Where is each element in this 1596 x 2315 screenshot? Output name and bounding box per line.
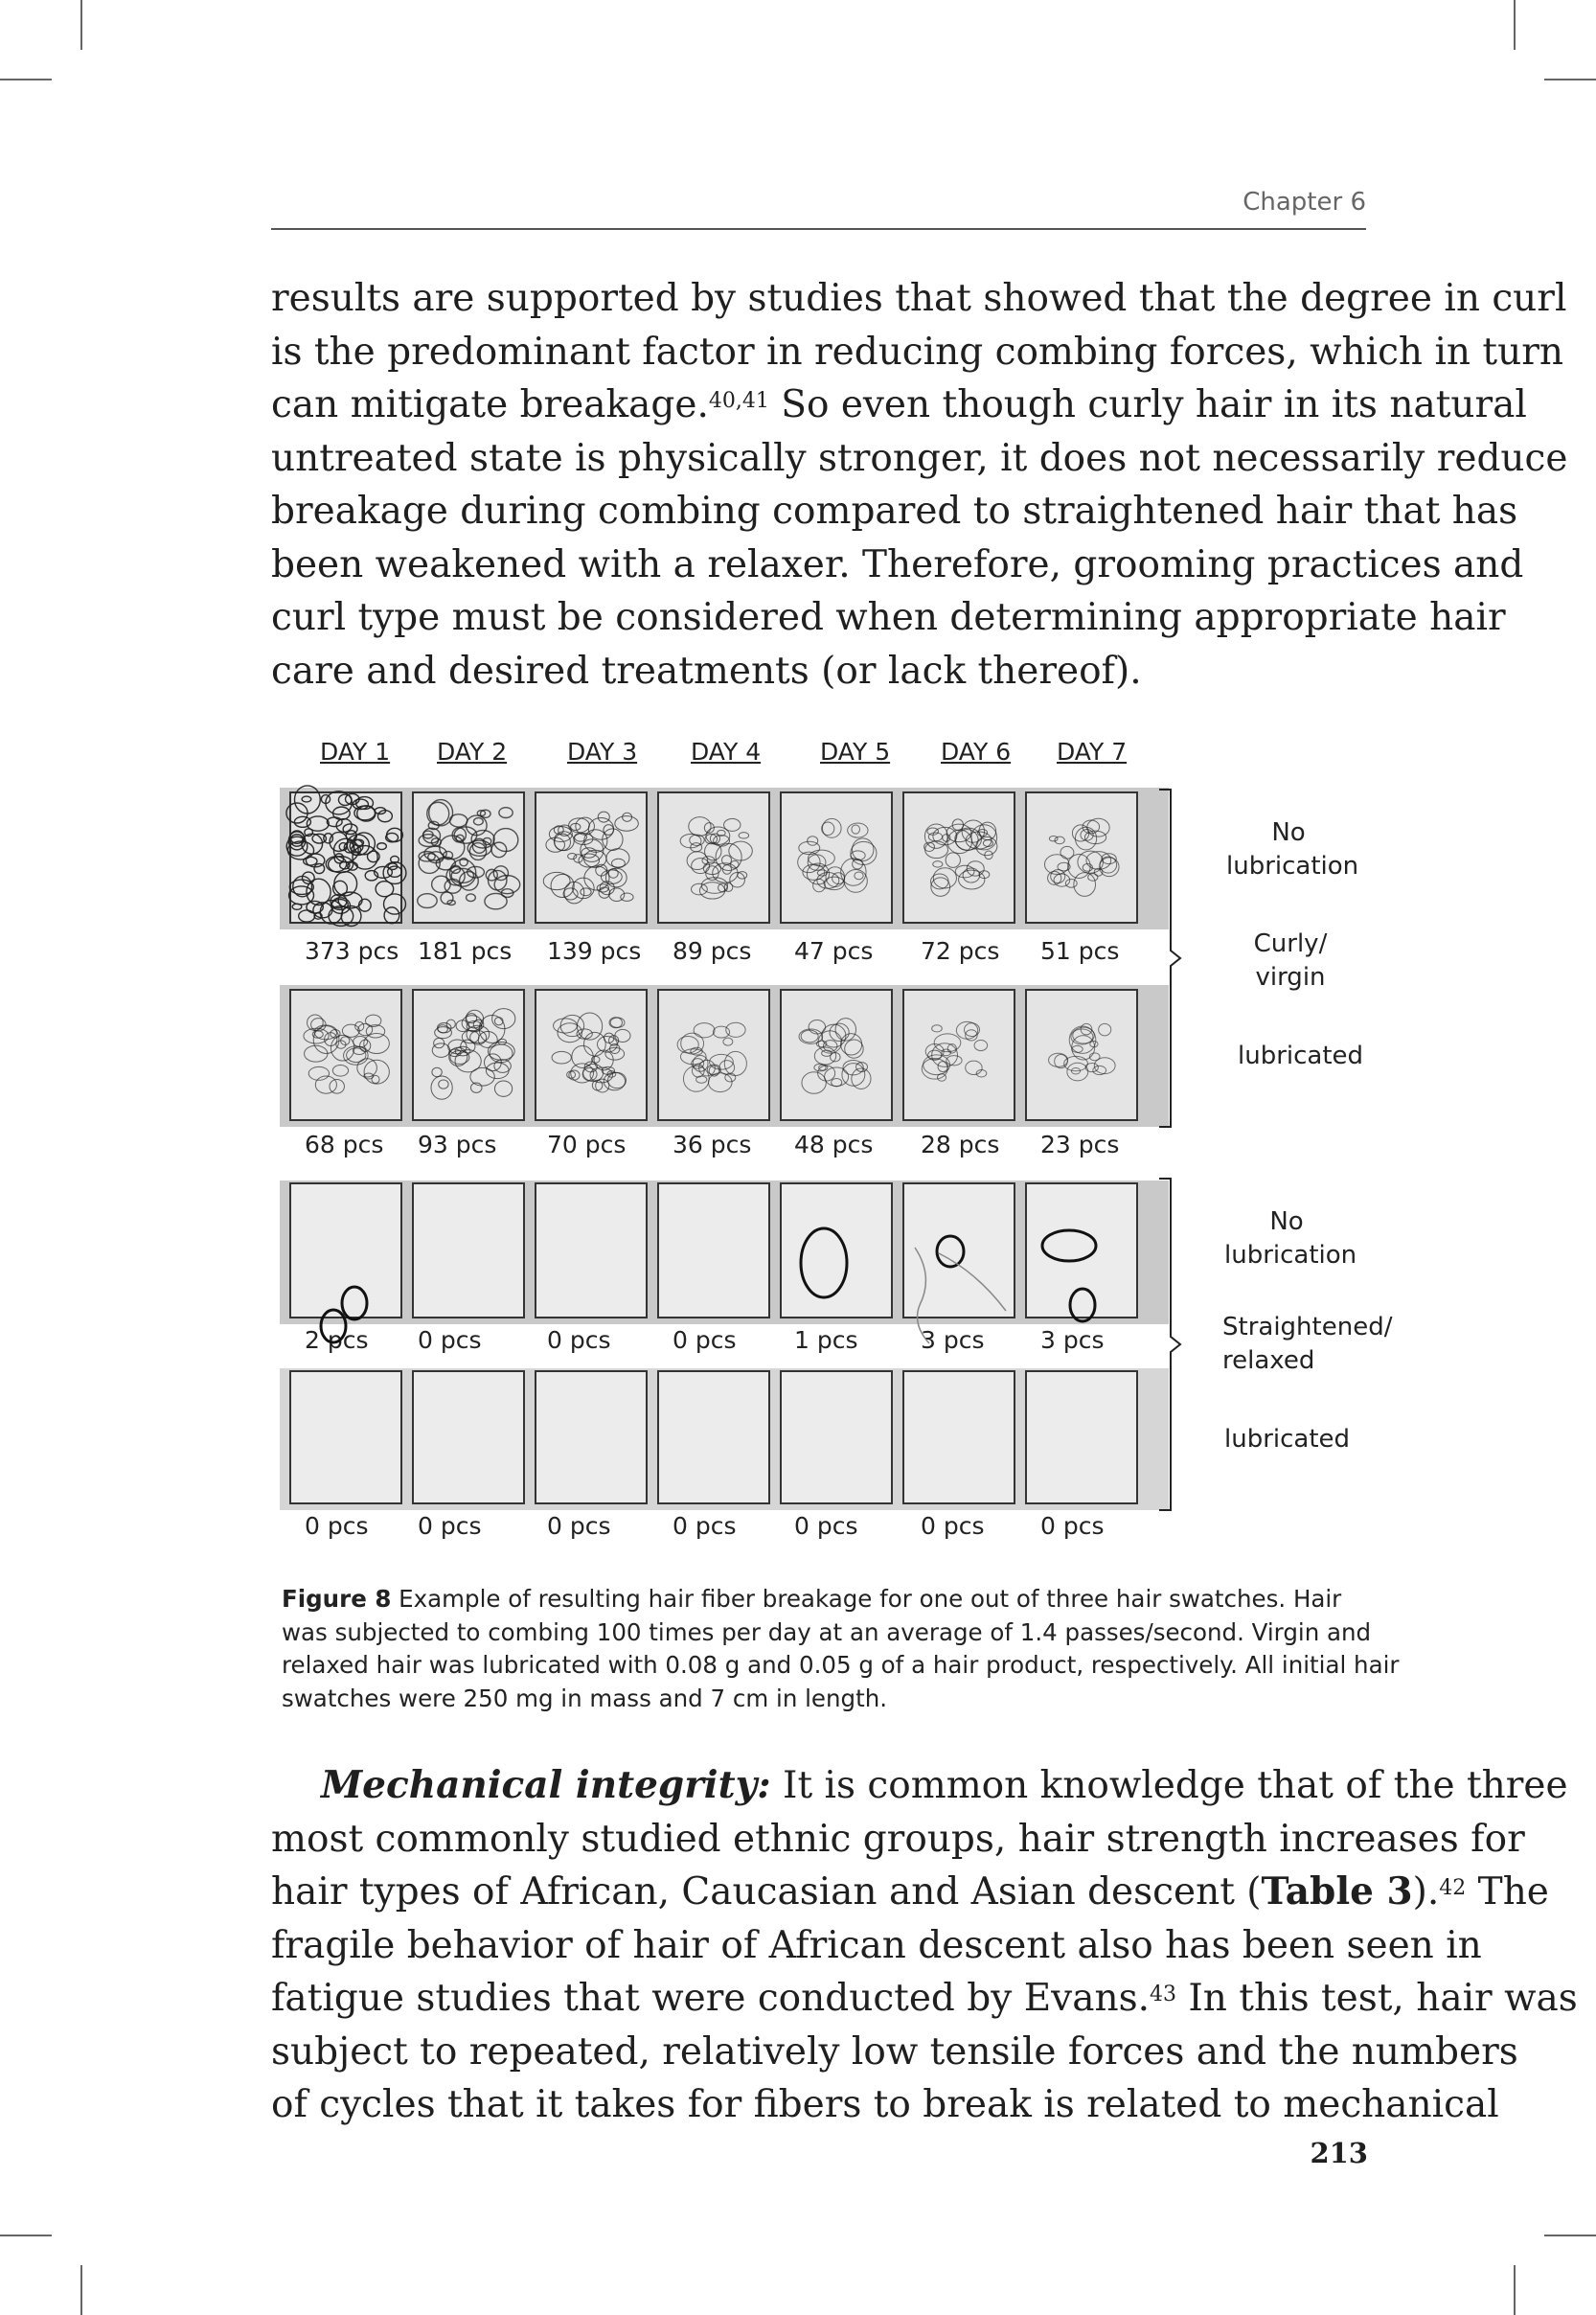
marker-circle — [1042, 1230, 1096, 1261]
breakage-count: 0 pcs — [547, 1326, 611, 1354]
breakage-count: 0 pcs — [673, 1326, 737, 1354]
breakage-count: 0 pcs — [921, 1512, 985, 1540]
hair-fibers — [1044, 818, 1119, 896]
hair-fibers — [418, 800, 520, 909]
breakage-count: 23 pcs — [1040, 1131, 1120, 1158]
day-label: DAY 4 — [691, 738, 762, 766]
group-label: No lubrication — [1226, 818, 1359, 881]
breakage-count: 72 pcs — [921, 937, 1000, 965]
text-line: been weakened with a relaxer. Therefore, grooming practices and — [271, 542, 1524, 586]
breakage-count: 0 pcs — [418, 1326, 482, 1354]
breakage-count: 93 pcs — [418, 1131, 497, 1158]
paragraph-2: Mechanical integrity: It is common knowledge that of the three most commonly studied ethnic groups, hair strength increases for hair types of African, Caucasian and Asian descent (Table 3).$^{42}$ The fragile behavior of hair of African descent also has been seen in fatigue studies that were conducted by Evans.$^{43}$ In this test, hair was subject to repeated, relatively low tensile forces and the numbers of cycles that it takes for fibers to break is related to mechanical — [271, 1763, 1578, 2126]
marker-circle — [321, 1310, 346, 1342]
running-header: Chapter 6 — [1243, 188, 1366, 217]
text-line: can mitigate breakage.$^{40,41}$ So even though curly hair in its natural — [271, 383, 1527, 426]
text-line: results are supported by studies that showed that the degree in curl — [271, 277, 1567, 320]
text-line: breakage during combing compared to straightened hair that has — [271, 490, 1518, 533]
page-number: 213 — [1310, 2137, 1368, 2169]
breakage-count: 3 pcs — [921, 1326, 985, 1354]
crop-mark — [1514, 2265, 1516, 2315]
hair-fibers — [798, 818, 877, 892]
hair-fibers — [1049, 1023, 1116, 1080]
figure-8 — [268, 728, 1399, 1571]
crop-mark — [1544, 79, 1596, 80]
crop-mark — [1514, 0, 1516, 50]
marker-circle — [801, 1228, 847, 1297]
breakage-count: 0 pcs — [794, 1512, 858, 1540]
day-label: DAY 7 — [1057, 738, 1128, 766]
breakage-count: 373 pcs — [305, 937, 399, 965]
crop-mark — [80, 2265, 82, 2315]
crop-mark — [1544, 2235, 1596, 2236]
breakage-count: 48 pcs — [794, 1131, 874, 1158]
breakage-count: 0 pcs — [547, 1512, 611, 1540]
citation: 42 — [1439, 1876, 1467, 1900]
group-bracket — [1159, 1179, 1180, 1510]
marker-circle — [342, 1287, 367, 1319]
breakage-count: 51 pcs — [1040, 937, 1120, 965]
group-label: Curly/ virgin — [1253, 929, 1328, 992]
breakage-count: 181 pcs — [418, 937, 513, 965]
citation: 40,41 — [708, 389, 769, 413]
group-label: Straightened/ relaxed — [1222, 1313, 1393, 1375]
breakage-count: 2 pcs — [305, 1326, 369, 1354]
day-label: DAY 3 — [567, 738, 638, 766]
crop-mark — [0, 79, 52, 80]
hair-fibers — [799, 1019, 871, 1094]
marker-circle — [1070, 1289, 1095, 1321]
breakage-count: 0 pcs — [1040, 1512, 1105, 1540]
hair-fibers — [922, 1021, 987, 1081]
day-label: DAY 6 — [941, 738, 1012, 766]
hair-fibers — [924, 819, 997, 896]
day-label: DAY 5 — [820, 738, 891, 766]
breakage-count: 70 pcs — [547, 1131, 627, 1158]
group-label: No lubrication — [1224, 1207, 1357, 1270]
citation: 43 — [1149, 1983, 1176, 2006]
text-line: untreated state is physically stronger, it does not necessarily reduce — [271, 436, 1568, 480]
breakage-count: 139 pcs — [547, 937, 642, 965]
hair-fibers — [286, 786, 406, 927]
figure-caption: Figure 8 Example of resulting hair fiber breakage for one out of three hair swatches. Hair was subjected to combing 100 times per day at an average of 1.4 passes/second. Virgin and relaxed hair was lubricated with 0.08 g and 0.05 g of a hair product, respectively. All initial hair swatches were 250 mg in mass and 7 cm in length. — [282, 1585, 1400, 1712]
crop-mark — [80, 0, 82, 50]
text-line: care and desired treatments (or lack thereof). — [271, 649, 1142, 693]
text-line: is the predominant factor in reducing combing forces, which in turn — [271, 330, 1563, 374]
breakage-count: 0 pcs — [418, 1512, 482, 1540]
marker-circle — [937, 1236, 964, 1267]
hair-fibers — [304, 1015, 389, 1093]
hair-fibers — [552, 1013, 630, 1092]
group-label: lubricated — [1238, 1042, 1364, 1070]
table-reference: Table 3 — [1261, 1869, 1413, 1914]
day-label: DAY 2 — [437, 738, 508, 766]
figure-label: Figure 8 — [282, 1585, 392, 1613]
breakage-count: 0 pcs — [305, 1512, 369, 1540]
breakage-count: 3 pcs — [1040, 1326, 1105, 1354]
section-lead: Mechanical integrity: — [321, 1763, 771, 1807]
breakage-count: 1 pcs — [794, 1326, 858, 1354]
group-label: lubricated — [1224, 1425, 1351, 1454]
day-label: DAY 1 — [320, 738, 391, 766]
group-bracket — [1159, 790, 1180, 1127]
paragraph-1 — [271, 272, 1568, 698]
hair-fibers — [680, 817, 752, 899]
breakage-count: 47 pcs — [794, 937, 874, 965]
header-rule — [271, 228, 1366, 230]
crop-mark — [0, 2235, 52, 2236]
text-line: curl type must be considered when determining appropriate hair — [271, 596, 1506, 639]
breakage-count: 36 pcs — [673, 1131, 752, 1158]
breakage-count: 0 pcs — [673, 1512, 737, 1540]
breakage-count: 28 pcs — [921, 1131, 1000, 1158]
hair-fibers — [543, 812, 638, 904]
hair-fibers — [431, 1009, 515, 1100]
breakage-count: 68 pcs — [305, 1131, 384, 1158]
hair-fibers — [677, 1022, 746, 1091]
breakage-count: 89 pcs — [673, 937, 752, 965]
